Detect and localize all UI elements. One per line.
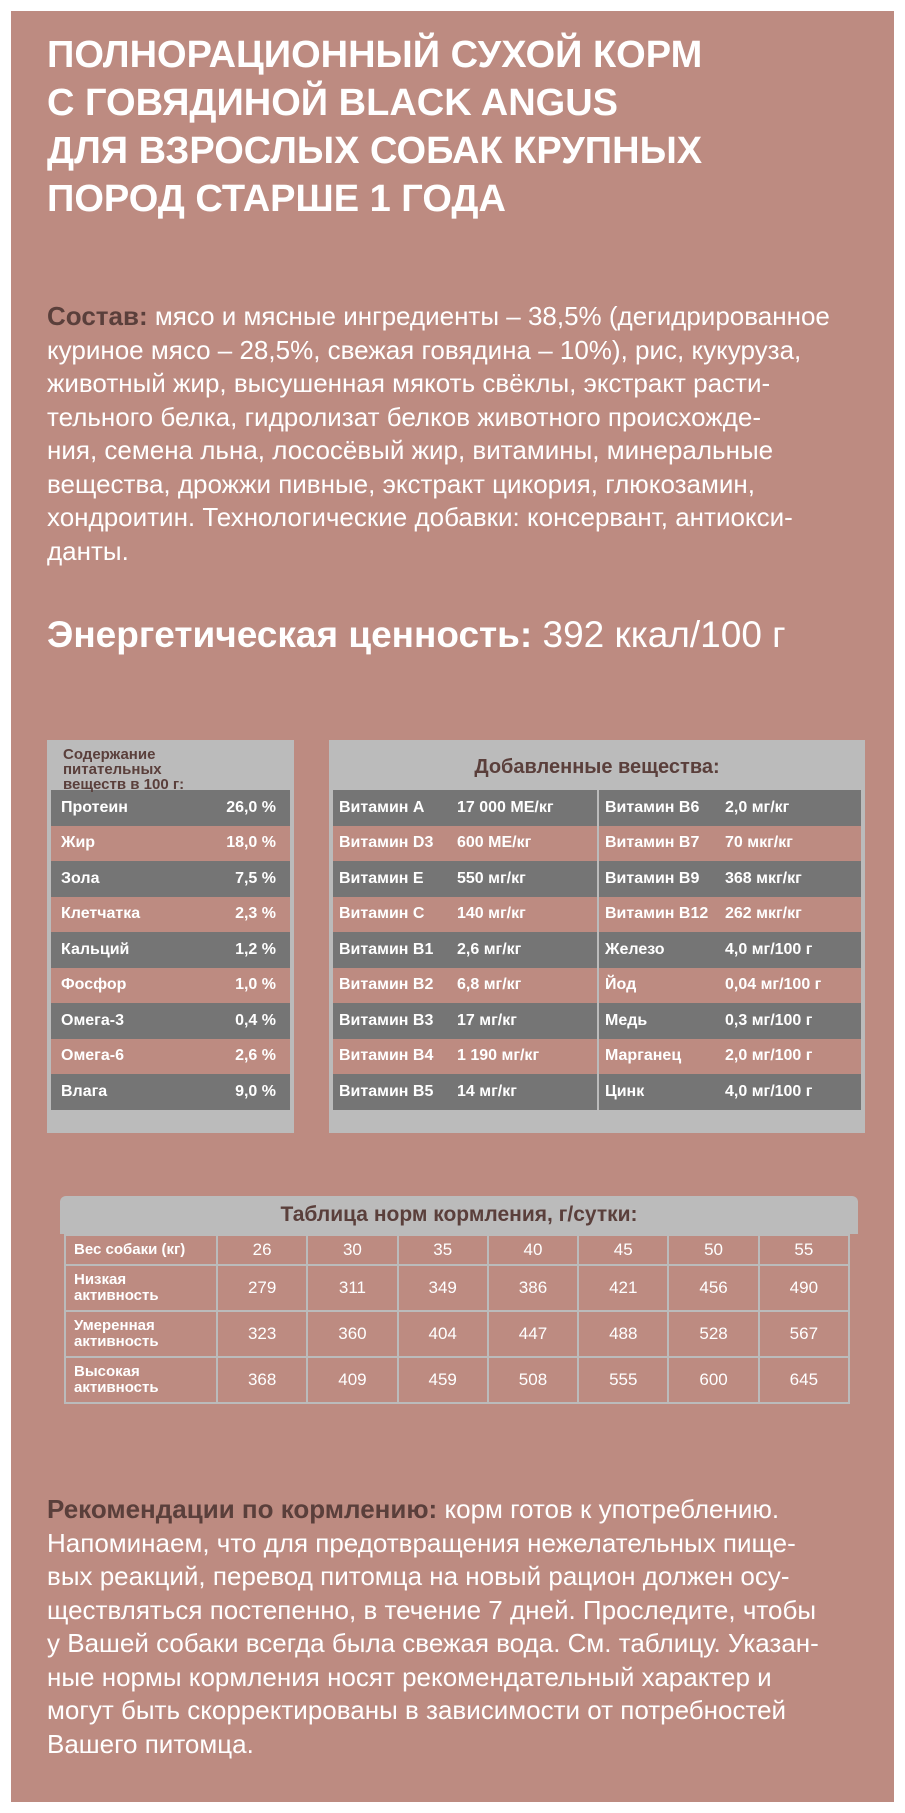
activity-label — [65, 1357, 217, 1403]
additive-value: 600 МЕ/кг — [457, 834, 532, 852]
additive-row — [333, 968, 861, 1004]
additive-value: 140 мг/кг — [457, 905, 526, 923]
nutrient-value: 2,6 % — [235, 1047, 276, 1065]
additive-name: Витамин Е — [339, 869, 424, 887]
amount-cell: 323 — [217, 1311, 307, 1357]
additive-value: 2,0 мг/кг — [725, 798, 790, 816]
recommendation-line: Напоминаем, что для предотвращения нежелательных пище- — [47, 1527, 796, 1558]
additive-value: 2,0 мг/100 г — [725, 1047, 813, 1065]
nutrient-name: Кальций — [61, 940, 130, 958]
activity-label — [65, 1265, 217, 1311]
additive-value: 4,0 мг/100 г — [725, 940, 813, 958]
nutrient-name: Омега-3 — [61, 1011, 124, 1029]
nutrient-row — [51, 826, 290, 862]
weight-cell: 35 — [398, 1235, 488, 1265]
weight-label: Вес собаки (кг) — [65, 1235, 217, 1265]
title-line: ПОРОД СТАРШЕ 1 ГОДА — [47, 178, 506, 220]
composition-line: тельного белка, гидролизат белков животного происхожде- — [47, 401, 761, 432]
table-row — [65, 1265, 849, 1311]
nutrient-value: 1,2 % — [235, 940, 276, 958]
additive-row — [333, 932, 861, 968]
title-line: ДЛЯ ВЗРОСЛЫХ СОБАК КРУПНЫХ — [47, 130, 703, 172]
heading-line: Содержание — [63, 746, 156, 763]
nutrient-table-heading — [51, 744, 290, 793]
nutrient-row — [51, 790, 290, 826]
additive-name: Витамин В3 — [339, 1011, 434, 1029]
product-title — [47, 31, 867, 223]
composition-line: вещества, дрожжи пивные, экстракт цикория, глюкозамин, — [47, 468, 755, 499]
amount-cell: 456 — [668, 1265, 758, 1311]
energy-value: 392 ккал/100 г — [532, 614, 786, 655]
nutrient-name: Зола — [61, 869, 100, 887]
amount-cell: 645 — [759, 1357, 849, 1403]
recommendation-line: Вашего питомца. — [47, 1728, 254, 1759]
additive-row — [333, 1074, 861, 1110]
amount-cell: 409 — [307, 1357, 397, 1403]
amount-cell: 488 — [578, 1311, 668, 1357]
additive-name: Витамин D3 — [339, 834, 434, 852]
recommendations-label: Рекомендации по кормлению: — [47, 1494, 438, 1524]
additive-name: Витамин В12 — [605, 905, 709, 923]
label-line: активность — [74, 1379, 159, 1396]
composition-label: Состав: — [47, 301, 148, 331]
additive-value: 14 мг/кг — [457, 1082, 517, 1100]
amount-cell: 459 — [398, 1357, 488, 1403]
label-line: Высокая — [74, 1363, 140, 1380]
additive-name: Витамин В1 — [339, 940, 434, 958]
amount-cell: 508 — [488, 1357, 578, 1403]
additive-row — [333, 861, 861, 897]
nutrient-value: 2,3 % — [235, 905, 276, 923]
additive-name: Марганец — [605, 1047, 682, 1065]
energy-value-line — [47, 614, 786, 656]
feeding-recommendations — [47, 1493, 867, 1761]
title-line: ПОЛНОРАЦИОННЫЙ СУХОЙ КОРМ — [47, 34, 703, 76]
additive-name: Медь — [605, 1011, 648, 1029]
nutrient-value: 1,0 % — [235, 976, 276, 994]
additive-name: Железо — [605, 940, 665, 958]
energy-label: Энергетическая ценность: — [47, 614, 533, 655]
feeding-table-heading: Таблица норм кормления, г/сутки: — [60, 1196, 858, 1234]
additives-table — [329, 740, 865, 1133]
weight-cell: 26 — [217, 1235, 307, 1265]
heading-line: веществ в 100 г: — [63, 776, 185, 793]
weight-cell: 50 — [668, 1235, 758, 1265]
nutrient-name: Протеин — [61, 798, 128, 816]
additive-row — [333, 790, 861, 826]
amount-cell: 386 — [488, 1265, 578, 1311]
nutrient-value: 18,0 % — [226, 834, 276, 852]
amount-cell: 447 — [488, 1311, 578, 1357]
additive-row — [333, 826, 861, 862]
additive-value: 0,3 мг/100 г — [725, 1011, 813, 1029]
label-line: Умеренная — [74, 1317, 155, 1334]
amount-cell: 555 — [578, 1357, 668, 1403]
nutrient-value: 26,0 % — [226, 798, 276, 816]
amount-cell: 279 — [217, 1265, 307, 1311]
additive-value: 70 мкг/кг — [725, 834, 793, 852]
composition-text — [47, 300, 867, 568]
composition-line: данты. — [47, 535, 129, 566]
additive-value: 368 мкг/кг — [725, 869, 802, 887]
product-info-panel — [11, 11, 894, 1802]
label-line: активность — [74, 1333, 159, 1350]
weight-cell: 40 — [488, 1235, 578, 1265]
recommendation-line: корм готов к употреблению. — [437, 1494, 780, 1524]
additive-value: 6,8 мг/кг — [457, 976, 522, 994]
composition-line: куриное мясо – 28,5%, свежая говядина – 10%), рис, кукуруза, — [47, 334, 802, 365]
weight-cell: 45 — [578, 1235, 668, 1265]
amount-cell: 567 — [759, 1311, 849, 1357]
composition-line: мясо и мясные ингредиенты – 38,5% (дегидрированное — [147, 301, 830, 331]
recommendation-line: ществляться постепенно, в течение 7 дней. Проследите, чтобы — [47, 1594, 817, 1625]
nutrient-row — [51, 1003, 290, 1039]
feeding-grid — [64, 1234, 850, 1404]
additive-name: Цинк — [605, 1082, 645, 1100]
additive-value: 0,04 мг/100 г — [725, 976, 822, 994]
recommendation-line: могут быть скорректированы в зависимости от потребностей — [47, 1695, 787, 1725]
additive-row — [333, 1039, 861, 1075]
nutrient-name: Фосфор — [61, 976, 127, 994]
nutrient-name: Клетчатка — [61, 905, 141, 923]
label-line: активность — [74, 1287, 159, 1304]
table-row — [65, 1235, 849, 1265]
title-line: С ГОВЯДИНОЙ BLACK ANGUS — [47, 82, 619, 124]
composition-line: животный жир, высушенная мякоть свёклы, экстракт расти- — [47, 368, 771, 398]
amount-cell: 368 — [217, 1357, 307, 1403]
amount-cell: 360 — [307, 1311, 397, 1357]
table-row — [65, 1311, 849, 1357]
additive-row — [333, 1003, 861, 1039]
nutrient-row — [51, 897, 290, 933]
additive-value: 1 190 мг/кг — [457, 1047, 540, 1065]
additive-name: Витамин В4 — [339, 1047, 434, 1065]
additive-name: Витамин В2 — [339, 976, 434, 994]
label-line: Низкая — [74, 1271, 127, 1288]
amount-cell: 528 — [668, 1311, 758, 1357]
amount-cell: 349 — [398, 1265, 488, 1311]
activity-label — [65, 1311, 217, 1357]
additive-name: Витамин В5 — [339, 1082, 434, 1100]
additive-row — [333, 897, 861, 933]
nutrient-value: 0,4 % — [235, 1011, 276, 1029]
additive-value: 4,0 мг/100 г — [725, 1082, 813, 1100]
additive-value: 17 000 МЕ/кг — [457, 798, 554, 816]
nutrient-row — [51, 1074, 290, 1110]
amount-cell: 311 — [307, 1265, 397, 1311]
composition-line: хондроитин. Технологические добавки: консервант, антиокси- — [47, 502, 793, 532]
nutrient-row — [51, 1039, 290, 1075]
composition-line: ния, семена льна, лососёвый жир, витамины, минеральные — [47, 435, 774, 465]
additive-name: Витамин А — [339, 798, 425, 816]
feeding-table — [60, 1196, 858, 1404]
amount-cell: 600 — [668, 1357, 758, 1403]
additives-table-heading: Добавленные вещества: — [474, 755, 720, 778]
amount-cell: 490 — [759, 1265, 849, 1311]
nutrient-table — [47, 740, 294, 1133]
nutrient-row — [51, 968, 290, 1004]
additive-name: Витамин В6 — [605, 798, 700, 816]
weight-cell: 55 — [759, 1235, 849, 1265]
additive-value: 262 мкг/кг — [725, 905, 802, 923]
nutrient-name: Омега-6 — [61, 1047, 124, 1065]
additive-value: 550 мг/кг — [457, 869, 526, 887]
nutrient-value: 7,5 % — [235, 869, 276, 887]
nutrient-name: Жир — [61, 834, 96, 852]
nutrient-row — [51, 932, 290, 968]
amount-cell: 404 — [398, 1311, 488, 1357]
table-row — [65, 1357, 849, 1403]
additive-name: Витамин В9 — [605, 869, 700, 887]
weight-cell: 30 — [307, 1235, 397, 1265]
nutrient-row — [51, 861, 290, 897]
nutrient-name: Влага — [61, 1082, 108, 1100]
heading-line: питательных — [63, 761, 162, 778]
additive-name: Витамин С — [339, 905, 425, 923]
additive-name: Йод — [605, 976, 637, 994]
nutrient-value: 9,0 % — [235, 1082, 276, 1100]
additive-name: Витамин В7 — [605, 834, 700, 852]
recommendation-line: вых реакций, перевод питомца на новый рацион должен осу- — [47, 1561, 790, 1591]
amount-cell: 421 — [578, 1265, 668, 1311]
recommendation-line: ные нормы кормления носят рекомендательный характер и — [47, 1661, 772, 1692]
additive-value: 2,6 мг/кг — [457, 940, 522, 958]
additive-value: 17 мг/кг — [457, 1011, 517, 1029]
recommendation-line: у Вашей собаки всегда была свежая вода. См. таблицу. Указан- — [47, 1628, 819, 1658]
